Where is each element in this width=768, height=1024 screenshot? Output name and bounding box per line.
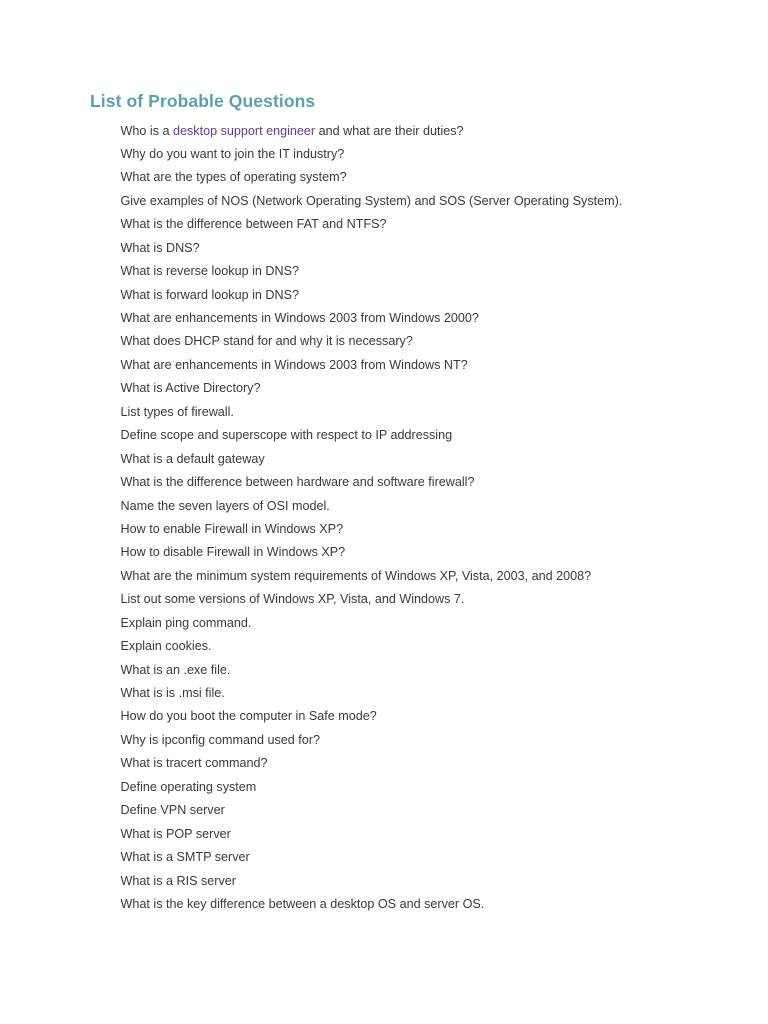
question-text: Why do you want to join the IT industry? <box>120 146 345 161</box>
question-text: What does DHCP stand for and why it is necessary? <box>120 334 413 349</box>
question-text: Define VPN server <box>120 803 225 818</box>
question-text: What are enhancements in Windows 2003 from Windows 2000? <box>120 311 479 325</box>
question-text: What is tracert command? <box>120 756 268 771</box>
question-text: What is the difference between hardware and software firewall? <box>120 475 475 490</box>
document-title: List of Probable Questions <box>90 91 316 111</box>
question-text: How to enable Firewall in Windows XP? <box>120 521 344 536</box>
question-text: What are the minimum system requirements of Windows XP, Vista, 2003, and 2008? <box>120 568 592 583</box>
question-text: What is an .exe file. <box>120 662 231 677</box>
question-text: What is the difference between FAT and NTFS? <box>120 217 387 232</box>
question-text: What is a default gateway <box>120 451 265 466</box>
question-text: Define operating system <box>120 779 257 794</box>
question-text: What is the key difference between a desktop OS and server OS. <box>120 896 485 911</box>
question-text-after: and what are their duties? <box>315 123 464 138</box>
question-text: Explain cookies. <box>120 639 212 654</box>
question-text: What is a RIS server <box>120 873 236 888</box>
question-text: Define scope and superscope with respect to IP addressing <box>120 428 453 443</box>
desktop-support-engineer-link[interactable]: desktop support engineer <box>173 123 316 138</box>
question-text: What is is .msi file. <box>120 686 225 700</box>
question-text: How to disable Firewall in Windows XP? <box>120 545 346 560</box>
question-text <box>121 120 464 143</box>
question-text-before: Who is a <box>120 123 173 138</box>
question-text: Explain ping command. <box>120 615 252 630</box>
question-text: What is forward lookup in DNS? <box>120 287 299 302</box>
question-text: Give examples of NOS (Network Operating System) and SOS (Server Operating System). <box>120 193 623 208</box>
question-text: What is POP server <box>120 826 231 841</box>
question-text: List out some versions of Windows XP, Vista, and Windows 7. <box>120 592 465 607</box>
question-text: What are enhancements in Windows 2003 from Windows NT? <box>120 357 468 372</box>
question-text: What are the types of operating system? <box>120 170 347 185</box>
question-text: How do you boot the computer in Safe mode? <box>120 709 377 724</box>
question-text: Why is ipconfig command used for? <box>120 732 320 747</box>
question-text: What is reverse lookup in DNS? <box>120 264 299 279</box>
question-text: What is Active Directory? <box>120 381 261 396</box>
question-text: List types of firewall. <box>120 404 234 419</box>
question-text: What is DNS? <box>120 240 200 255</box>
question-text: Name the seven layers of OSI model. <box>120 498 330 513</box>
question-text: What is a SMTP server <box>120 850 250 865</box>
